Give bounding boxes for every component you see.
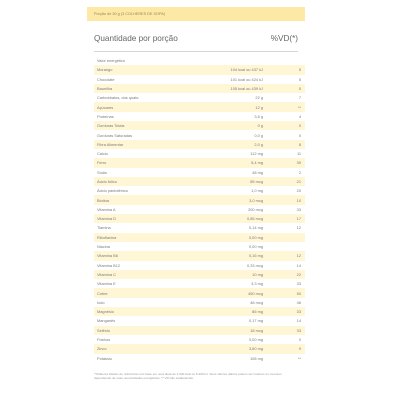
nutrient-daily-value: 14 xyxy=(296,318,301,324)
nutrient-daily-value: 8 xyxy=(263,140,305,149)
nutrient-quantity: 18 mcg xyxy=(189,326,263,335)
nutrient-quantity: 3,0 mcg xyxy=(189,195,263,204)
nutrient-row xyxy=(94,195,305,204)
nutrient-row xyxy=(94,326,305,335)
nutrient-quantity: 12 g xyxy=(189,102,263,111)
nutrient-name: Morango xyxy=(94,65,189,74)
nutrient-row xyxy=(94,121,305,130)
nutrient-quantity: 0,00 mg xyxy=(248,337,263,343)
quantity-per-portion-label: Quantidade por porção xyxy=(94,33,178,43)
nutrient-name: Valor energético xyxy=(97,58,126,64)
nutrient-quantity: 5,4 mg xyxy=(189,158,263,167)
nutrient-quantity: 0,16 mg xyxy=(189,251,263,260)
nutrient-daily-value: 12 xyxy=(263,251,305,260)
nutrient-quantity: 200 mcg xyxy=(248,206,263,212)
nutrient-quantity: 3,60 mg xyxy=(189,344,263,353)
nutrient-daily-value xyxy=(263,242,305,251)
nutrient-row xyxy=(94,186,305,195)
nutrient-name: Tiamina xyxy=(97,225,111,231)
nutrient-daily-value: 5 xyxy=(263,84,305,93)
nutrient-row xyxy=(94,354,305,363)
nutrient-name: Magnésio xyxy=(94,307,189,316)
nutrient-row xyxy=(94,270,305,279)
nutrient-quantity: 2,0 g xyxy=(189,140,263,149)
nutrient-daily-value: 39 xyxy=(263,158,305,167)
nutrient-quantity xyxy=(189,56,263,65)
nutrition-facts-panel xyxy=(87,7,305,391)
daily-value-label: %VD(*) xyxy=(270,33,298,43)
nutrient-daily-value xyxy=(263,56,305,65)
nutrient-name: Gorduras Totais xyxy=(94,121,189,130)
nutrient-row xyxy=(94,205,305,214)
nutrient-name: Gorduras Saturadas xyxy=(97,132,133,138)
nutrient-row xyxy=(94,316,305,325)
nutrient-daily-value: 20 xyxy=(296,188,301,194)
footnote: *%Valores Diários de referência com base em uma dieta de 2.000 kcal ou 8.400 kJ. Seus valores diários podem ser maiores ou menores dependendo de suas necessidades energéticas. ** VD não estabelecido. xyxy=(94,371,282,381)
nutrient-quantity: 3,6 g xyxy=(254,113,263,119)
nutrient-name: Iodo xyxy=(97,299,105,305)
nutrient-name: Cálcio xyxy=(97,151,108,157)
nutrient-name: Ferro xyxy=(94,158,189,167)
nutrient-daily-value: 50 xyxy=(263,288,305,297)
nutrient-row xyxy=(94,56,305,65)
nutrient-name: Fibra Alimentar xyxy=(94,140,189,149)
nutrient-daily-value: 10 xyxy=(263,195,305,204)
nutrient-quantity: 1,0 mg xyxy=(251,188,263,194)
nutrient-name: Zinco xyxy=(94,344,189,353)
nutrient-name: Vitamina C xyxy=(94,270,189,279)
nutrient-quantity: 0,00 mg xyxy=(248,244,263,250)
nutrient-row xyxy=(94,75,305,84)
heading-divider xyxy=(94,51,298,52)
nutrient-daily-value: ** xyxy=(263,102,305,111)
nutrient-daily-value: 33 xyxy=(263,326,305,335)
nutrient-name: Fósforo xyxy=(97,337,111,343)
nutrient-quantity: 0,17 mg xyxy=(248,318,263,324)
nutrient-row xyxy=(94,65,305,74)
nutrient-quantity: 0,85 mcg xyxy=(189,214,263,223)
nutrient-name: Sódio xyxy=(97,169,107,175)
nutrient-row xyxy=(94,102,305,111)
nutrient-quantity: 48 mcg xyxy=(250,299,263,305)
nutrient-name: Vitamina E xyxy=(97,281,116,287)
nutrient-daily-value: 0 xyxy=(298,337,301,343)
nutrient-daily-value: 2 xyxy=(298,169,301,175)
nutrient-daily-value xyxy=(263,233,305,242)
nutrition-table xyxy=(94,56,305,363)
nutrient-name: Carboidratos, dos quais: xyxy=(97,95,140,101)
nutrient-daily-value: 5 xyxy=(263,65,305,74)
nutrient-daily-value: 21 xyxy=(263,177,305,186)
nutrient-name: Açúcares xyxy=(94,102,189,111)
nutrient-quantity: 0,33 mcg xyxy=(246,262,263,268)
nutrient-quantity: 108 mg xyxy=(250,355,263,361)
nutrient-daily-value: ** xyxy=(297,355,301,361)
nutrient-daily-value: 22 xyxy=(263,270,305,279)
nutrient-quantity: 22 g xyxy=(255,95,263,101)
nutrient-quantity: 48 mg xyxy=(252,169,263,175)
nutrient-row xyxy=(94,251,305,260)
nutrient-quantity: 10 mg xyxy=(189,270,263,279)
nutrient-name: Ácido fólico xyxy=(94,177,189,186)
nutrient-daily-value: 33 xyxy=(296,281,301,287)
nutrient-daily-value: 4 xyxy=(298,113,301,119)
table-heading xyxy=(87,29,305,47)
nutrient-row xyxy=(94,112,305,121)
nutrient-row xyxy=(94,279,305,288)
nutrient-daily-value: 33 xyxy=(296,206,301,212)
nutrient-name: Niacina xyxy=(97,244,110,250)
nutrient-quantity: 85 mcg xyxy=(189,177,263,186)
nutrient-quantity: 0,00 mg xyxy=(189,233,263,242)
nutrient-daily-value: 46 xyxy=(296,299,301,305)
nutrient-row xyxy=(94,242,305,251)
nutrient-row xyxy=(94,177,305,186)
nutrient-daily-value: 0 xyxy=(298,132,301,138)
nutrient-daily-value: 0 xyxy=(263,121,305,130)
nutrient-name: Proteínas xyxy=(97,113,114,119)
nutrient-row xyxy=(94,93,305,102)
nutrient-quantity: 105 kcal ou 439 kJ xyxy=(189,84,263,93)
nutrient-daily-value: 7 xyxy=(298,95,301,101)
nutrient-row xyxy=(94,288,305,297)
portion-banner xyxy=(87,7,305,21)
nutrient-row xyxy=(94,298,305,307)
nutrient-name: Ácido pantotênico xyxy=(97,188,128,194)
nutrient-name: Vitamina D xyxy=(94,214,189,223)
nutrient-daily-value: 33 xyxy=(263,307,305,316)
nutrient-quantity: 450 mcg xyxy=(189,288,263,297)
nutrient-row xyxy=(94,168,305,177)
nutrient-quantity: 3,3 mg xyxy=(251,281,263,287)
nutrient-row xyxy=(94,140,305,149)
nutrient-row xyxy=(94,130,305,139)
nutrient-daily-value: 14 xyxy=(296,262,301,268)
nutrient-row xyxy=(94,158,305,167)
nutrient-quantity: 112 mg xyxy=(250,151,263,157)
nutrient-quantity: 86 mg xyxy=(189,307,263,316)
nutrient-name: Baunilha xyxy=(94,84,189,93)
nutrient-quantity: 101 kcal ou 424 kJ xyxy=(230,76,263,82)
nutrient-name: Cobre xyxy=(94,288,189,297)
nutrient-quantity: 0,14 mg xyxy=(248,225,263,231)
nutrient-name: Potássio xyxy=(97,355,112,361)
nutrient-daily-value: 5 xyxy=(298,76,301,82)
nutrient-name: Biotina xyxy=(94,195,189,204)
nutrient-row xyxy=(94,307,305,316)
nutrient-daily-value: 9 xyxy=(263,344,305,353)
nutrient-row xyxy=(94,233,305,242)
nutrient-daily-value: 17 xyxy=(263,214,305,223)
nutrient-quantity: 0 g xyxy=(189,121,263,130)
nutrient-name: Vitamina B6 xyxy=(94,251,189,260)
nutrient-name: Vitamina B12 xyxy=(97,262,121,268)
portion-text: Porção de 30 g (3 COLHERES DE SOPA) xyxy=(94,12,166,16)
nutrient-row xyxy=(94,84,305,93)
nutrient-row xyxy=(94,344,305,353)
nutrient-quantity: 104 kcal ou 437 kJ xyxy=(189,65,263,74)
nutrient-row xyxy=(94,214,305,223)
nutrient-daily-value: 12 xyxy=(296,225,301,231)
nutrient-row xyxy=(94,149,305,158)
nutrient-name: Vitamina A xyxy=(97,206,116,212)
nutrient-name: Selênio xyxy=(94,326,189,335)
nutrient-name: Riboflavina xyxy=(94,233,189,242)
nutrient-name: Chocolate xyxy=(97,76,115,82)
nutrient-row xyxy=(94,335,305,344)
nutrient-row xyxy=(94,261,305,270)
nutrient-name: Manganês xyxy=(97,318,116,324)
nutrient-quantity: 0,0 g xyxy=(254,132,263,138)
nutrient-row xyxy=(94,223,305,232)
nutrient-daily-value: 11 xyxy=(296,151,301,157)
